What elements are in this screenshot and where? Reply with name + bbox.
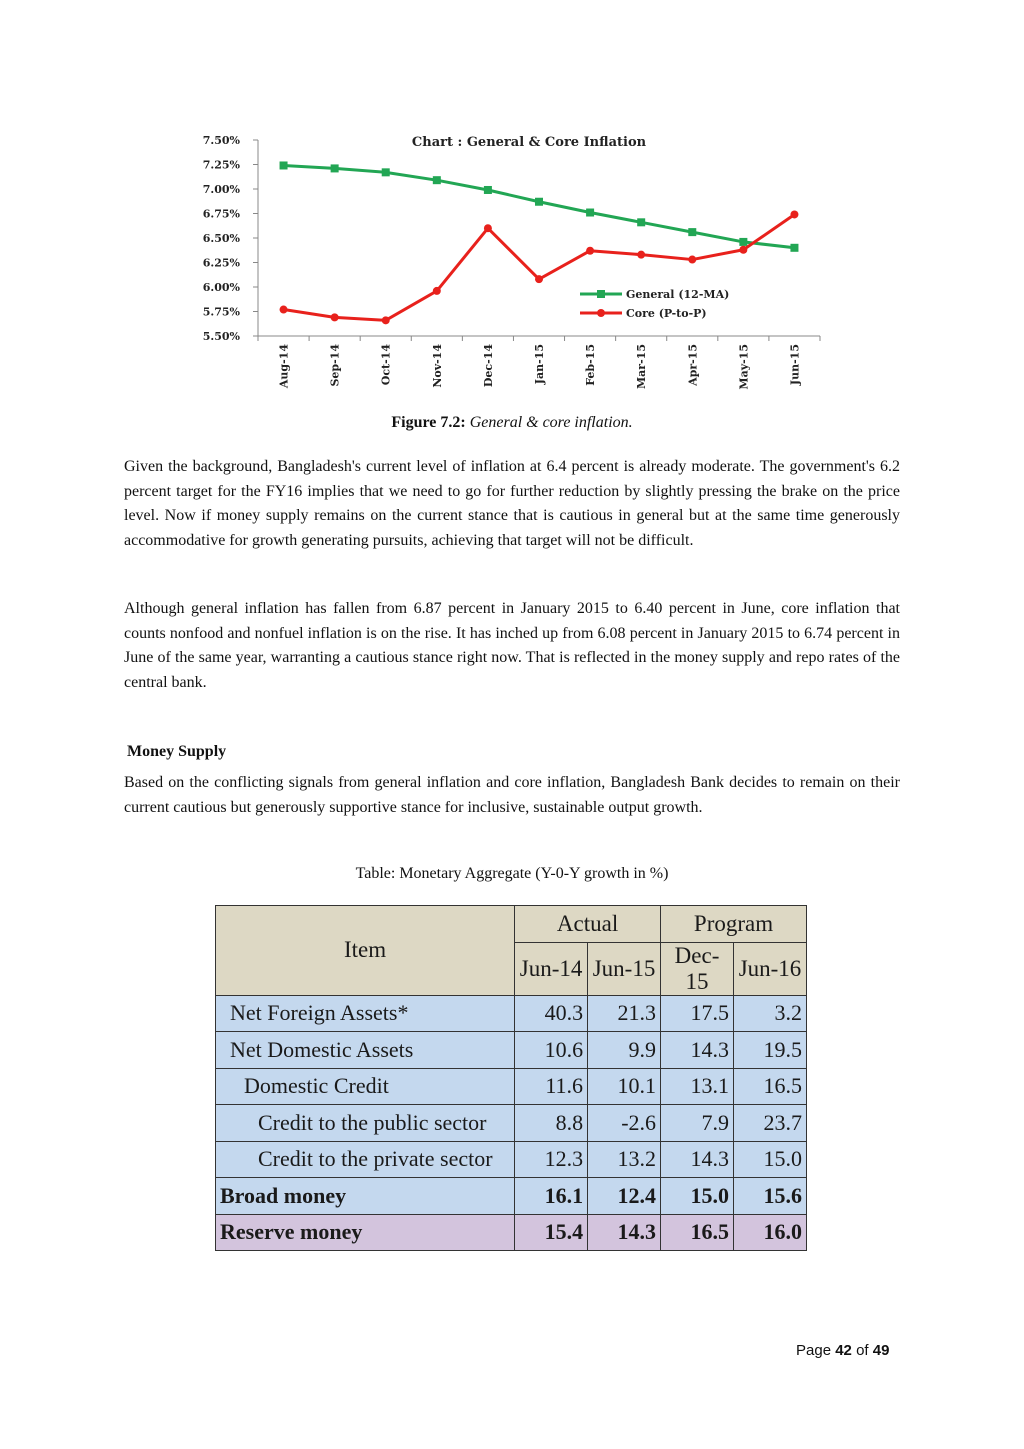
- y-tick-label: 5.75%: [202, 305, 240, 319]
- table-header-program: Program: [661, 906, 807, 943]
- cell: -2.6: [588, 1105, 661, 1142]
- data-point: [433, 176, 441, 184]
- cell: 3.2: [734, 995, 807, 1032]
- data-point: [535, 198, 543, 206]
- cell: 15.6: [734, 1178, 807, 1215]
- data-point: [280, 161, 288, 169]
- cell: 9.9: [588, 1032, 661, 1069]
- row-label: Broad money: [216, 1178, 515, 1215]
- table-row: [216, 1105, 807, 1142]
- legend-marker: [597, 309, 605, 317]
- x-tick-label: Feb-15: [584, 344, 598, 386]
- chart-axes: [203, 134, 820, 390]
- cell: 14.3: [661, 1032, 734, 1069]
- paragraph-inflation-background: Given the background, Bangladesh's current level of inflation at 6.4 percent is already moderate. The government's 6.2 percent target for the FY16 implies that we need to go for further reduction by slightly pressing the brake on the price level. Now if money supply remains on the current stance that is cautious in general but at the same time generously accommodative for growth generating pursuits, achieving that target will not be difficult.: [124, 458, 900, 549]
- cell: 40.3: [515, 995, 588, 1032]
- inflation-chart: [180, 128, 840, 398]
- y-tick-label: 7.50%: [202, 134, 240, 147]
- x-tick-label: Aug-14: [277, 344, 291, 389]
- cell: 16.0: [734, 1214, 807, 1251]
- cell: 14.3: [661, 1141, 734, 1178]
- data-point: [484, 224, 492, 232]
- paragraph-money-supply: Based on the conflicting signals from general inflation and core inflation, Bangladesh Bank decides to remain on their current cautious but generously supportive stance for inclusive, sustainable output growth.: [124, 774, 900, 816]
- table-row: [216, 1178, 807, 1215]
- table-header-item: Item: [216, 906, 515, 996]
- legend-label: General (12-MA): [626, 288, 730, 301]
- data-point: [739, 238, 747, 246]
- data-point: [382, 168, 390, 176]
- chart-legend: [580, 288, 729, 320]
- x-tick-label: Apr-15: [686, 344, 700, 386]
- cell: 14.3: [588, 1214, 661, 1251]
- series-line-2: [284, 214, 795, 320]
- table-row: [216, 995, 807, 1032]
- row-label: Credit to the private sector: [216, 1141, 515, 1178]
- cell: 15.0: [661, 1178, 734, 1215]
- data-point: [586, 247, 594, 255]
- table-caption: Table: Monetary Aggregate (Y-0-Y growth in %): [355, 865, 669, 882]
- cell: 16.5: [734, 1068, 807, 1105]
- data-point: [688, 228, 696, 236]
- x-tick-label: May-15: [737, 344, 751, 390]
- data-point: [382, 316, 390, 324]
- table-header-actual: Actual: [515, 906, 661, 943]
- series-line-1: [284, 165, 795, 247]
- data-point: [331, 164, 339, 172]
- cell: 8.8: [515, 1105, 588, 1142]
- page-number: [796, 1342, 889, 1359]
- x-tick-label: Jun-15: [788, 344, 802, 386]
- row-label: Reserve money: [216, 1214, 515, 1251]
- data-point: [280, 306, 288, 314]
- legend-label: Core (P-to-P): [626, 307, 707, 320]
- cell: 15.0: [734, 1141, 807, 1178]
- section-heading-money-supply: Money Supply: [127, 743, 227, 760]
- cell: 12.4: [588, 1178, 661, 1215]
- table-col-jun16: Jun-16: [734, 942, 807, 995]
- cell: 15.4: [515, 1214, 588, 1251]
- x-tick-label: Sep-14: [328, 344, 342, 387]
- cell: 23.7: [734, 1105, 807, 1142]
- data-point: [739, 246, 747, 254]
- cell: 21.3: [588, 995, 661, 1032]
- table-col-jun15: Jun-15: [588, 942, 661, 995]
- table-row: [216, 1068, 807, 1105]
- data-point: [688, 256, 696, 264]
- paragraph-core-inflation: Although general inflation has fallen from 6.87 percent in January 2015 to 6.40 percent in June, core inflation that counts nonfood and nonfuel inflation is on the rise. It has inched up from 6.08 percent in January 2015 to 6.74 percent in June of the same year, warranting a cautious stance right now. That is reflected in the money supply and repo rates of the central bank.: [124, 600, 900, 691]
- x-tick-label: Jan-15: [533, 344, 546, 385]
- table-col-jun14: Jun-14: [515, 942, 588, 995]
- cell: 17.5: [661, 995, 734, 1032]
- row-label: Net Foreign Assets*: [216, 995, 515, 1032]
- page-prefix: Page: [796, 1342, 832, 1359]
- cell: 7.9: [661, 1105, 734, 1142]
- y-tick-label: 6.50%: [202, 232, 240, 245]
- cell: 10.6: [515, 1032, 588, 1069]
- cell: 13.1: [661, 1068, 734, 1105]
- x-tick-label: Oct-14: [379, 344, 393, 386]
- data-point: [790, 210, 798, 218]
- y-tick-label: 5.50%: [202, 330, 240, 343]
- legend-marker: [597, 290, 605, 298]
- chart-svg: [180, 128, 840, 398]
- y-tick-label: 6.00%: [202, 281, 240, 294]
- cell: 12.3: [515, 1141, 588, 1178]
- row-label: Domestic Credit: [216, 1068, 515, 1105]
- page-of: of: [856, 1342, 869, 1359]
- cell: 11.6: [515, 1068, 588, 1105]
- cell: 19.5: [734, 1032, 807, 1069]
- data-point: [484, 186, 492, 194]
- y-tick-label: 7.25%: [202, 158, 240, 172]
- data-point: [433, 287, 441, 295]
- chart-title: Chart : General & Core Inflation: [411, 135, 647, 150]
- figure-caption-text: General & core inflation.: [469, 414, 633, 431]
- table-row: [216, 1032, 807, 1069]
- y-tick-label: 6.75%: [202, 207, 240, 221]
- x-tick-label: Mar-15: [635, 344, 649, 389]
- cell: 16.1: [515, 1178, 588, 1215]
- data-point: [535, 275, 543, 283]
- figure-caption: [0, 414, 1024, 432]
- cell: 10.1: [588, 1068, 661, 1105]
- table-row: [216, 1214, 807, 1251]
- data-point: [790, 244, 798, 252]
- x-tick-label: Dec-14: [481, 344, 495, 388]
- y-tick-label: 7.00%: [202, 183, 240, 196]
- cell: 16.5: [661, 1214, 734, 1251]
- row-label: Net Domestic Assets: [216, 1032, 515, 1069]
- table-col-dec15: Dec-15: [661, 942, 734, 995]
- page-current: 42: [835, 1342, 852, 1359]
- data-point: [586, 209, 594, 217]
- monetary-aggregate-table: [215, 905, 807, 1251]
- cell: 13.2: [588, 1141, 661, 1178]
- row-label: Credit to the public sector: [216, 1105, 515, 1142]
- figure-label: Figure 7.2:: [391, 414, 466, 431]
- data-point: [637, 218, 645, 226]
- data-point: [331, 313, 339, 321]
- table-row: [216, 1141, 807, 1178]
- y-tick-label: 6.25%: [202, 256, 240, 270]
- data-point: [637, 251, 645, 259]
- page-total: 49: [872, 1342, 890, 1359]
- x-tick-label: Nov-14: [430, 344, 444, 388]
